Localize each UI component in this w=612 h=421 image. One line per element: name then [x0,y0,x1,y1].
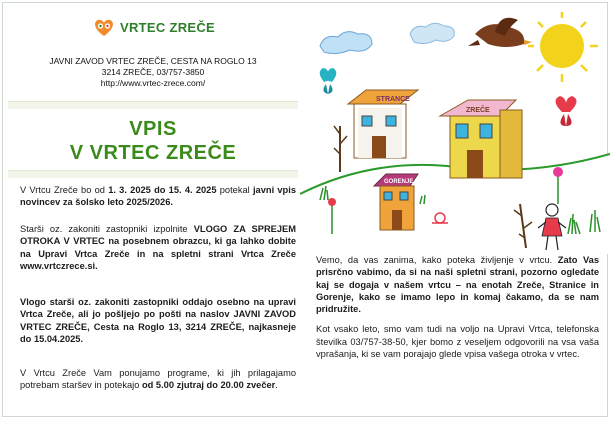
logo-icon [92,16,116,38]
house-label-stranice: STRANCE [376,96,410,103]
p1-school-year: javni vpis novincev za šolsko leto 2025/2026. [20,185,296,208]
paragraph-application-form [20,223,296,272]
paragraph-contact [308,323,603,360]
p4-text-a: V Vrtcu Zreče Vam ponujamo programe, ki jih prilagajamo potrebam staršev in potekajo [20,368,296,391]
address-line-2: 3214 ZREČE, 03/757-3850 [101,67,205,77]
p4-text-c: . [275,380,278,391]
butterfly-icon [320,68,337,94]
p4-hours: od 5.00 zjutraj do 20.00 zvečer [141,380,276,391]
p1-dates: 1. 3. 2025 do 15. 4. 2025 [108,185,217,195]
sun-icon [528,12,598,82]
cloud-icon [320,32,372,54]
r2-contact-info: Kot vsako leto, smo vam tudi na voljo na Upravi Vrtca, telefonska številka 03/757-38-50, kjer bomo z veseljem odgovorili na vsa vaša vprašanja, ki se vam porajajo glede vpisa vašega otroka v vrtec. [316,324,599,360]
paragraph-visit-website [308,254,603,315]
separator-top [8,101,298,109]
p1-text-a: V Vrtcu Zreče bo od [20,185,109,195]
r1-invitation: Zato Vas prisrčno vabimo, da si na naši spletni strani, pozorno ogledate kaj se dogaja v našem vrtcu – na enotah Zreče, Stranice in Gorenje, kako se imamo lepo in komaj čakamo, da se nam pridružite. [316,255,599,315]
title-line-2: V VRTEC ZREČE [69,142,237,164]
p3-submission-info: Vlogo starši oz. zakoniti zastopniki oddajo osebno na upravi Vrtca Zreče, ali jo pošljejo po pošti na naslov JAVNI ZAVOD VRTEC ZREČE, Cesta na Roglo 13, 3214 ZREČE, najkasneje do 15.04.2025. [20,297,296,344]
house-label-gorenje: GORENJE [384,179,414,185]
right-text-box [308,254,603,368]
logo [92,14,215,40]
address-line-1: JAVNI ZAVOD VRTEC ZREČE, CESTA NA ROGLO 13 [49,56,257,66]
butterfly-icon [555,96,576,126]
address-line-3: http://www.vrtec-zrece.com/ [100,78,206,88]
p2-text-a: Starši oz. zakoniti zastopniki izpolnite [20,224,194,234]
house-label-zrece: ZREČE [466,107,490,114]
house-gorenje [374,174,418,230]
r1-text-a: Vemo, da vas zanima, kako poteka življenje v vrtcu. [316,255,558,265]
paragraph-enrollment-dates [20,184,296,209]
separator-mid [8,170,298,178]
logo-text: VRTEC ZREČE [120,19,216,35]
p2-form-info: VLOGO ZA SPREJEM OTROKA V VRTEC na posebnem obrazcu, ki ga lahko dobite na Upravi Vrtca Zreče in na spletni strani Vrtca Zreče www.vrtczrece.si. [20,224,296,271]
house-stranice [348,90,418,158]
tree-icon [334,126,347,172]
paragraph-submission [20,296,296,345]
childrens-drawing [300,4,610,254]
house-zrece [440,100,522,178]
title-line-1: VPIS [129,118,177,140]
paragraph-programs [20,367,296,392]
cloud-icon [410,23,454,43]
p1-text-c: potekal [216,185,253,195]
bird-icon [468,18,532,47]
